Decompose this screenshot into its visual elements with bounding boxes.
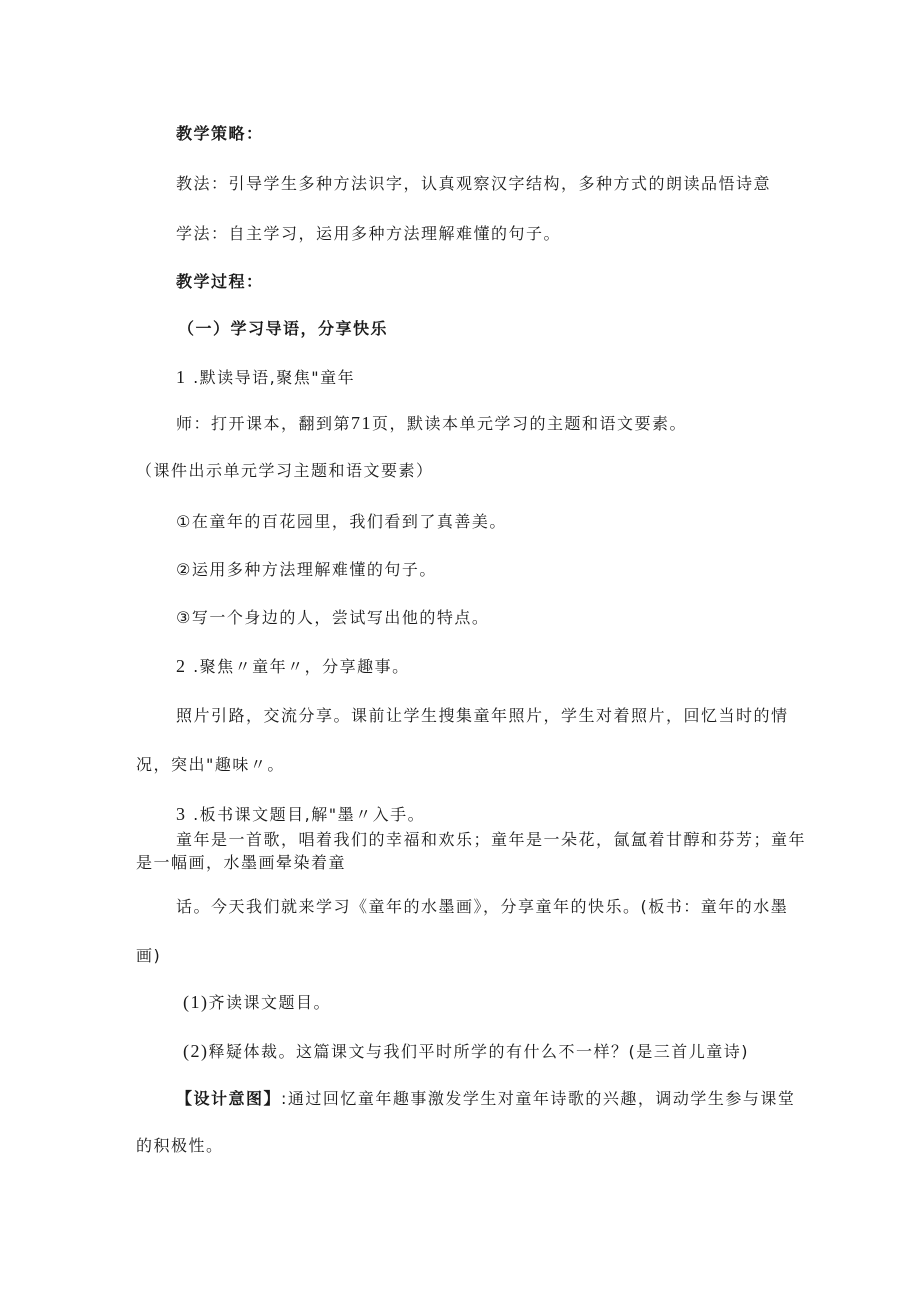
teacher-suffix: 页，默读本单元学习的主题和语文要素。	[372, 414, 688, 433]
design-intent-label: 【设计意图】	[176, 1089, 282, 1108]
design-intent-line1	[176, 1089, 795, 1109]
step1-text: .默读导语,聚焦"童年	[193, 368, 356, 387]
step3-number: 3	[176, 804, 187, 824]
step3-line	[176, 804, 425, 825]
section1-title: （一）学习导语，分享快乐	[178, 319, 389, 338]
teacher-instruction-line	[176, 413, 687, 434]
point-1: ①在童年的百花园里，我们看到了真善美。	[176, 512, 507, 531]
step2-number: 2	[176, 656, 187, 676]
strategy-heading: 教学策略：	[176, 124, 264, 143]
step1-number: 1	[176, 367, 187, 387]
point-2: ②运用多种方法理解难懂的句子。	[176, 560, 437, 579]
step2-body-line2: 况，突出"趣味〃。	[136, 755, 285, 774]
sub-item-1-number: (1)	[183, 992, 209, 1012]
courseware-note: （课件出示单元学习主题和语文要素）	[136, 461, 434, 480]
step2-text: .聚焦〃童年〃，分享趣事。	[193, 657, 410, 676]
step1-line	[176, 367, 355, 388]
design-intent-line2: 的积极性。	[136, 1136, 224, 1155]
point-3: ③写一个身边的人，尝试写出他的特点。	[176, 608, 490, 627]
teaching-method-line: 教法：引导学生多种方法识字，认真观察汉字结构，多种方式的朗读品悟诗意	[176, 174, 772, 193]
step3-para-line1: 童年是一首歌，唱着我们的幸福和欢乐；童年是一朵花，氤氲着甘醇和芬芳；童年	[176, 830, 807, 849]
teacher-prefix: 师：打开课本，翻到第	[176, 414, 352, 433]
step2-body-line1: 照片引路，交流分享。课前让学生搜集童年照片，学生对着照片，回忆当时的情	[176, 706, 789, 725]
learning-method-line: 学法：自主学习，运用多种方法理解难懂的句子。	[176, 224, 562, 243]
step3-para-line4: 画)	[136, 946, 162, 965]
process-heading: 教学过程：	[176, 272, 264, 291]
sub-item-2	[183, 1041, 749, 1062]
sub-item-1	[183, 992, 331, 1013]
step3-para-line2: 是一幅画，水墨画晕染着童	[136, 853, 347, 872]
step2-line	[176, 656, 410, 677]
sub-item-2-number: (2)	[183, 1041, 209, 1061]
design-intent-text: :通过回忆童年趣事激发学生对童年诗歌的兴趣，调动学生参与课堂	[281, 1089, 796, 1108]
step3-para-line3: 话。今天我们就来学习《童年的水墨画》，分享童年的快乐。(板书：童年的水墨	[176, 897, 789, 916]
step3-text: .板书课文题目,解"墨〃入手。	[193, 805, 426, 824]
sub-item-1-text: 齐读课文题目。	[208, 993, 332, 1012]
sub-item-2-text: 释疑体裁。这篇课文与我们平时所学的有什么不一样？(是三首儿童诗)	[208, 1042, 749, 1061]
page-number: 71	[351, 413, 373, 433]
